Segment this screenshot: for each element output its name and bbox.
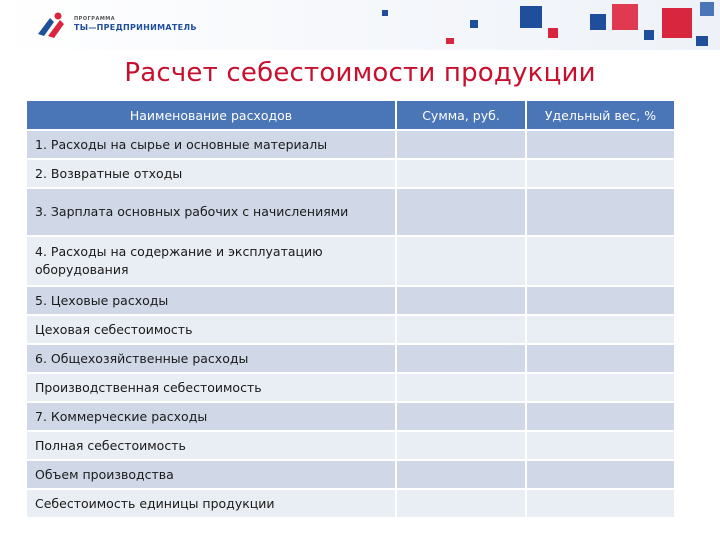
cost-name-cell: Себестоимость единицы продукции (26, 489, 396, 518)
sum-cell[interactable] (396, 286, 526, 315)
sum-cell[interactable] (396, 130, 526, 159)
share-cell[interactable] (526, 460, 675, 489)
cost-table (25, 99, 676, 519)
cost-name-cell: Объем производства (26, 460, 396, 489)
sum-cell[interactable] (396, 315, 526, 344)
share-cell[interactable] (526, 344, 675, 373)
sum-cell[interactable] (396, 431, 526, 460)
decor-square (644, 30, 654, 40)
cost-name-cell: 2. Возвратные отходы (26, 159, 396, 188)
share-cell[interactable] (526, 402, 675, 431)
table-row (26, 236, 675, 286)
sum-cell[interactable] (396, 344, 526, 373)
page-title: Расчет себестоимости продукции (124, 58, 596, 88)
logo-line1: ПРОГРАММА (74, 16, 116, 22)
table-row (26, 373, 675, 402)
decor-square (470, 20, 478, 28)
table-row (26, 344, 675, 373)
table-row (26, 286, 675, 315)
decor-square (700, 2, 714, 16)
decor-square (548, 28, 558, 38)
logo-mark-icon (32, 10, 70, 42)
decor-square (520, 6, 542, 28)
share-cell[interactable] (526, 188, 675, 236)
table-row (26, 460, 675, 489)
share-cell[interactable] (526, 431, 675, 460)
cost-name-cell: 5. Цеховые расходы (26, 286, 396, 315)
decor-square (662, 8, 692, 38)
sum-cell[interactable] (396, 236, 526, 286)
cost-name-cell: 6. Общехозяйственные расходы (26, 344, 396, 373)
cost-name-cell: Производственная себестоимость (26, 373, 396, 402)
sum-cell[interactable] (396, 402, 526, 431)
share-cell[interactable] (526, 236, 675, 286)
program-logo (32, 10, 212, 44)
header-sum: Сумма, руб. (396, 100, 526, 130)
table-row (26, 188, 675, 236)
cost-name-cell: Полная себестоимость (26, 431, 396, 460)
sum-cell[interactable] (396, 460, 526, 489)
cost-name-cell: 7. Коммерческие расходы (26, 402, 396, 431)
header-cost-name: Наименование расходов (26, 100, 396, 130)
share-cell[interactable] (526, 315, 675, 344)
sum-cell[interactable] (396, 373, 526, 402)
decor-square (382, 10, 388, 16)
table-row (26, 431, 675, 460)
decor-square (446, 38, 454, 44)
sum-cell[interactable] (396, 188, 526, 236)
share-cell[interactable] (526, 130, 675, 159)
sum-cell[interactable] (396, 489, 526, 518)
share-cell[interactable] (526, 373, 675, 402)
decor-square (696, 36, 708, 46)
table-row (26, 489, 675, 518)
share-cell[interactable] (526, 159, 675, 188)
decor-square (590, 14, 606, 30)
cost-name-cell: 3. Зарплата основных рабочих с начислениями (26, 188, 396, 236)
cost-name-cell: Цеховая себестоимость (26, 315, 396, 344)
table-header-row (26, 100, 675, 130)
decor-square (612, 4, 638, 30)
logo-line2: ТЫ—ПРЕДПРИНИМАТЕЛЬ (74, 23, 197, 32)
share-cell[interactable] (526, 489, 675, 518)
header-banner (0, 0, 720, 50)
table-row (26, 159, 675, 188)
cost-name-cell: 4. Расходы на содержание и эксплуатацию оборудования (26, 236, 396, 286)
header-share: Удельный вес, % (526, 100, 675, 130)
table-row (26, 402, 675, 431)
cost-name-cell: 1. Расходы на сырье и основные материалы (26, 130, 396, 159)
table-row (26, 130, 675, 159)
share-cell[interactable] (526, 286, 675, 315)
table-row (26, 315, 675, 344)
sum-cell[interactable] (396, 159, 526, 188)
